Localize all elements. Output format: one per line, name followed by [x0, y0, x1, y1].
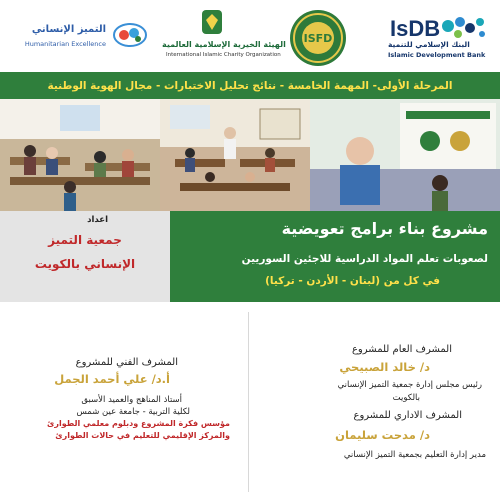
isfd-label: ISFD [303, 32, 333, 45]
humanitarian-excellence-logo [14, 8, 152, 64]
isdb-wordmark: IsDB [390, 16, 441, 41]
general-supervisor-role-2: بالكويت [392, 393, 420, 403]
technical-supervisor-role-2: لكلية التربية - جامعة عين شمس [76, 407, 190, 417]
excellence-logo-ar: التميز الإنساني [31, 24, 106, 35]
technical-supervisor-note-1: مؤسس فكرة المشروع ودبلوم معلمي الطوارئ [47, 419, 230, 428]
supervisors-section [0, 302, 500, 500]
general-supervisor-heading: المشرف العام للمشروع [351, 344, 452, 355]
technical-supervisor-role-1: أستاذ المناهج والعميد الأسبق [81, 395, 182, 405]
admin-supervisor-name: د/ مدحت سليمان [335, 428, 430, 442]
iico-logo [158, 8, 286, 64]
project-title: مشروع بناء برامج تعويضية [281, 219, 488, 238]
technical-supervisor-heading: المشرف الفني للمشروع [75, 357, 178, 368]
technical-supervisor-name: أ.د/ علي أحمد الجمل [54, 372, 170, 386]
iico-logo-en: International Islamic Charity Organization [166, 52, 281, 58]
excellence-logo-en: Humanitarian Excellence [24, 40, 106, 48]
isdb-logo [372, 8, 494, 64]
general-supervisor-name: د/ خالد الصبيحي [339, 360, 430, 374]
excellence-mark-icon [112, 22, 148, 48]
isfd-seal-icon [288, 8, 348, 68]
isdb-logo-en: Islamic Development Bank [388, 51, 486, 59]
admin-supervisor-heading: المشرف الاداري للمشروع [353, 410, 462, 421]
isfd-logo [282, 8, 354, 64]
prepared-by-panel [0, 211, 170, 302]
column-divider [248, 312, 249, 492]
project-title-box [170, 211, 500, 302]
general-supervisor-role-1: رئيس مجلس إدارة جمعية التميز الإنساني [337, 380, 482, 390]
admin-supervisor-role: مدير إدارة التعليم بجمعية التميز الإنساني [343, 450, 486, 460]
classroom-photo-2 [160, 99, 310, 211]
phase-banner-text: المرحلة الأولى- المهمة الخامسة - نتائج تحليل الاختبارات - مجال الهوية الوطنية [47, 79, 453, 92]
isdb-logo-ar: البنك الإسلامي للتنمية [388, 40, 470, 49]
project-subtitle: لصعوبات تعلم المواد الدراسية للاجئين السوريين [241, 253, 488, 265]
project-countries: في كل من (لبنان - الأردن - تركيا) [265, 275, 440, 287]
isdb-dots-icon [438, 12, 490, 42]
technical-supervisor-note-2: والمركز الإقليمي للتعليم في حالات الطوارئ [55, 431, 230, 440]
iico-emblem-icon [198, 8, 226, 36]
prepared-by-org-line-2: الإنساني بالكويت [34, 257, 136, 271]
logo-bar [0, 0, 500, 72]
classroom-photo-3 [310, 99, 500, 211]
iico-logo-ar: الهيئة الخيرية الإسلامية العالمية [162, 40, 286, 49]
classroom-photo-1 [0, 99, 160, 211]
phase-banner [0, 72, 500, 99]
prepared-by-org-line-1: جمعية التميز [48, 233, 122, 247]
prepared-by-label: اعداد [87, 215, 108, 225]
